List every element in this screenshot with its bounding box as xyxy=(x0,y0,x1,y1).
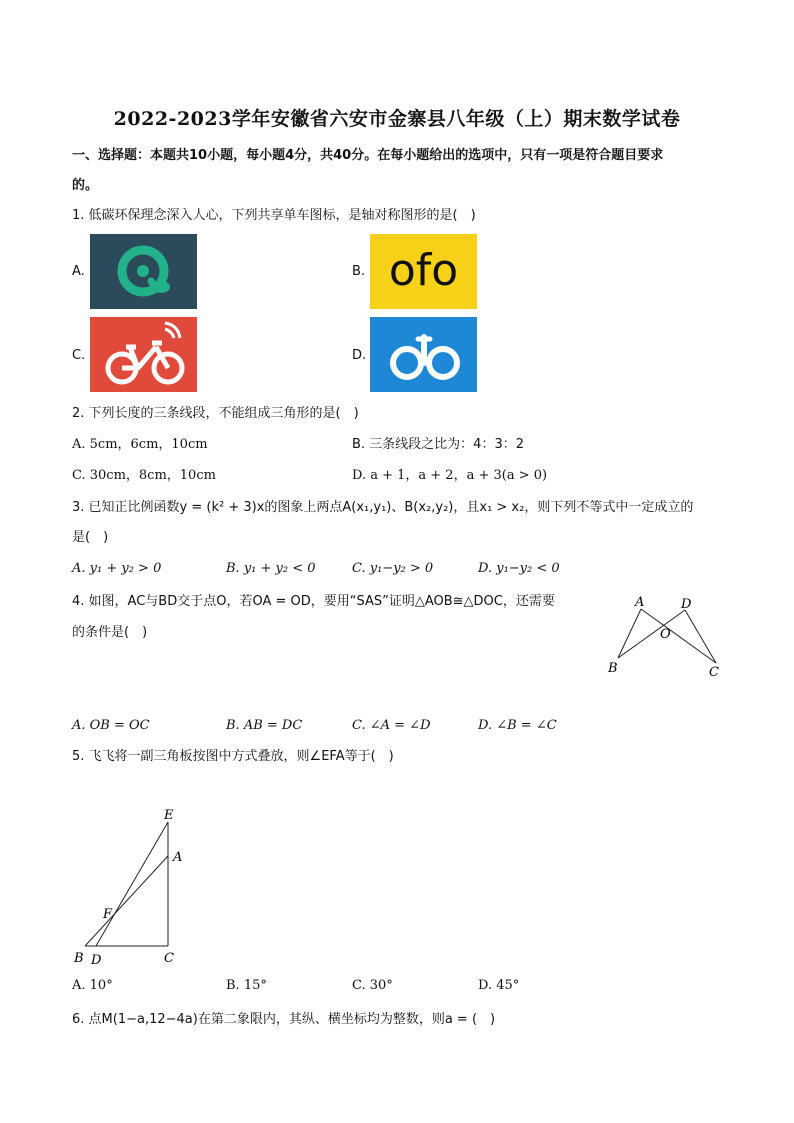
q2-option-b: B. 三条线段之比为：4：3：2 xyxy=(352,437,524,452)
q4-option-d: D. ∠B = ∠C xyxy=(478,718,557,733)
q5-option-b: B. 15° xyxy=(226,978,267,993)
q5-option-d: D. 45° xyxy=(478,978,520,993)
q5-label-f: F xyxy=(103,907,113,922)
ofo-logo-text: ofo xyxy=(388,245,459,296)
segment-ab xyxy=(618,609,641,658)
q2-option-c: C. 30cm，8cm，10cm xyxy=(72,468,216,483)
q1-option-b-label: B. xyxy=(352,264,366,279)
q4-label-b: B xyxy=(608,661,618,676)
page-title: 2022-2023学年安徽省六安市金寨县八年级（上）期末数学试卷 xyxy=(113,108,681,130)
q5-figure xyxy=(70,800,200,972)
q1-logo-d xyxy=(370,317,477,392)
q5-label-a: A xyxy=(173,850,183,865)
q3-option-b: B. y₁ + y₂ < 0 xyxy=(226,561,316,576)
q1-logo-b xyxy=(370,234,477,309)
q5-label-b: B xyxy=(74,951,84,966)
q4-stem-line2: 的条件是( ) xyxy=(72,625,148,640)
segment-ed xyxy=(96,822,168,946)
q1-logo-c xyxy=(90,317,197,392)
q1-option-d-label: D. xyxy=(352,348,367,363)
q1-option-c-label: C. xyxy=(72,348,86,363)
q3-option-c: C. y₁−y₂ > 0 xyxy=(352,561,434,576)
q4-figure xyxy=(600,592,730,684)
q4-label-c: C xyxy=(709,665,719,680)
q5-label-d: D xyxy=(91,953,102,968)
bike-icon xyxy=(90,317,197,392)
q5-option-a: A. 10° xyxy=(72,978,113,993)
q2-stem: 2. 下列长度的三条线段，不能组成三角形的是( ) xyxy=(72,406,359,421)
hellobike-icon xyxy=(370,317,477,392)
q1-stem: 1. 低碳环保理念深入人心，下列共享单车图标，是轴对称图形的是( ) xyxy=(72,208,476,223)
q2-option-d: D. a + 1，a + 2，a + 3(a > 0) xyxy=(352,468,548,483)
segment-ac xyxy=(641,609,716,663)
q3-option-a: A. y₁ + y₂ > 0 xyxy=(72,561,162,576)
q3-stem-line2: 是( ) xyxy=(72,530,109,545)
q6-stem: 6. 点M(1−a,12−4a)在第二象限内，其纵、横坐标均为整数，则a = ( ) xyxy=(72,1012,496,1027)
q2-option-a: A. 5cm，6cm，10cm xyxy=(72,437,208,452)
q5-option-c: C. 30° xyxy=(352,978,393,993)
q4-stem-line1: 4. 如图，AC与BD交于点O，若OA = OD，要用“SAS”证明△AOB≅△DOC，还需要 xyxy=(72,594,555,609)
q4-label-a: A xyxy=(635,595,645,610)
q5-stem: 5. 飞飞将一副三角板按图中方式叠放，则∠EFA等于( ) xyxy=(72,749,394,764)
q4-option-b: B. AB = DC xyxy=(226,718,303,733)
q5-label-c: C xyxy=(164,951,174,966)
q3-stem-line1: 3. 已知正比例函数y = (k² + 3)x的图象上两点A(x₁,y₁)、B(x₂,y₂)，且x₁ > x₂，则下列不等式中一定成立的 xyxy=(72,500,694,515)
q4-label-d: D xyxy=(681,597,692,612)
q-logo-icon xyxy=(90,234,197,309)
q4-option-a: A. OB = OC xyxy=(72,718,150,733)
q5-label-e: E xyxy=(164,808,174,823)
q1-option-a-label: A. xyxy=(72,264,85,279)
q4-option-c: C. ∠A = ∠D xyxy=(352,718,431,733)
segment-dc xyxy=(685,610,716,663)
q3-option-d: D. y₁−y₂ < 0 xyxy=(478,561,560,576)
segment-ba xyxy=(85,856,168,946)
q1-logo-a xyxy=(90,234,197,309)
q4-label-o: O xyxy=(660,627,671,642)
section-heading-line1: 一、选择题：本题共10小题，每小题4分，共40分。在每小题给出的选项中，只有一项是符合题目要求 xyxy=(72,148,664,163)
section-heading-line2: 的。 xyxy=(72,178,99,193)
